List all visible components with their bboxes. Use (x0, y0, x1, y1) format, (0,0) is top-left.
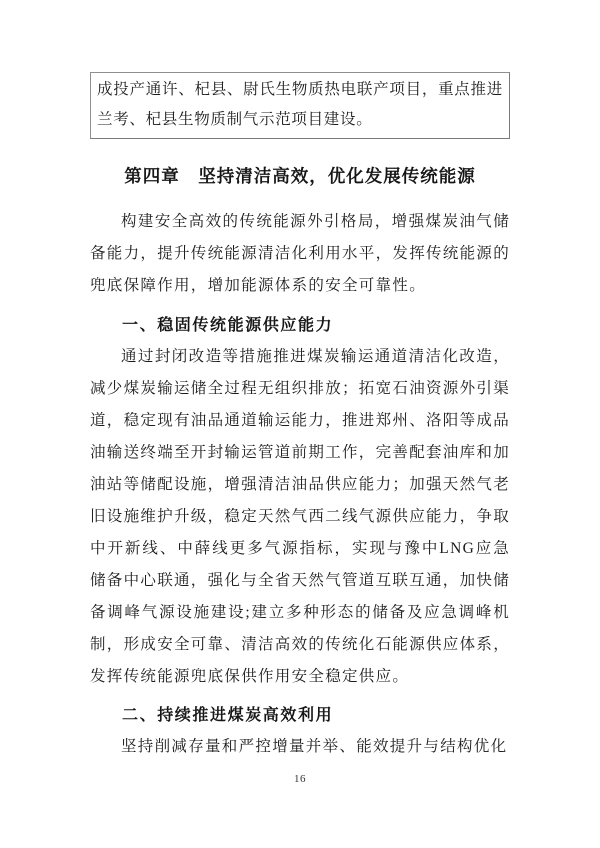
page-number: 16 (294, 773, 306, 785)
text-column (90, 72, 510, 763)
continued-textbox (90, 72, 510, 139)
chapter-heading: 第四章 坚持清洁高效，优化发展传统能源 (124, 166, 476, 186)
section-2-heading: 二、持续推进煤炭高效利用 (122, 707, 334, 724)
section-1-heading: 一、稳固传统能源供应能力 (122, 317, 334, 334)
intro-paragraph: 构建安全高效的传统能源外引格局，增强煤炭油气储备能力，提升传统能源清洁化利用水平，发挥传统能源的兜底保障作用，增加能源体系的安全可靠性。 (90, 213, 511, 294)
textbox-paragraph: 成投产通许、杞县、尉氏生物质热电联产项目，重点推进兰考、杞县生物质制气示范项目建设。 (97, 81, 503, 128)
section-1-paragraph: 通过封闭改造等措施推进煤炭输运通道清洁化改造，减少煤炭输运储全过程无组织排放；拓宽石油资源外引渠道，稳定现有油品通道输运能力，推进郑州、洛阳等成品油输送终端至开封输运管道前期工作，完善配套油库和加油站等储配设施，增强清洁油品供应能力；加强天然气老旧设施维护升级，稳定天然气西二线气源供应能力，争取中开新线、中薛线更多气源指标，实现与豫中LNG应急储备中心联通，强化与全省天然气管道互联互通，加快储备调峰气源设施建设;建立多种形态的储备及应急调峰机制，形成安全可靠、清洁高效的传统化石能源供应体系，发挥传统能源兜底保供作用安全稳定供应。 (90, 348, 511, 685)
section-2-paragraph: 坚持削减存量和严控增量并举、能效提升与结构优化 (121, 738, 508, 755)
